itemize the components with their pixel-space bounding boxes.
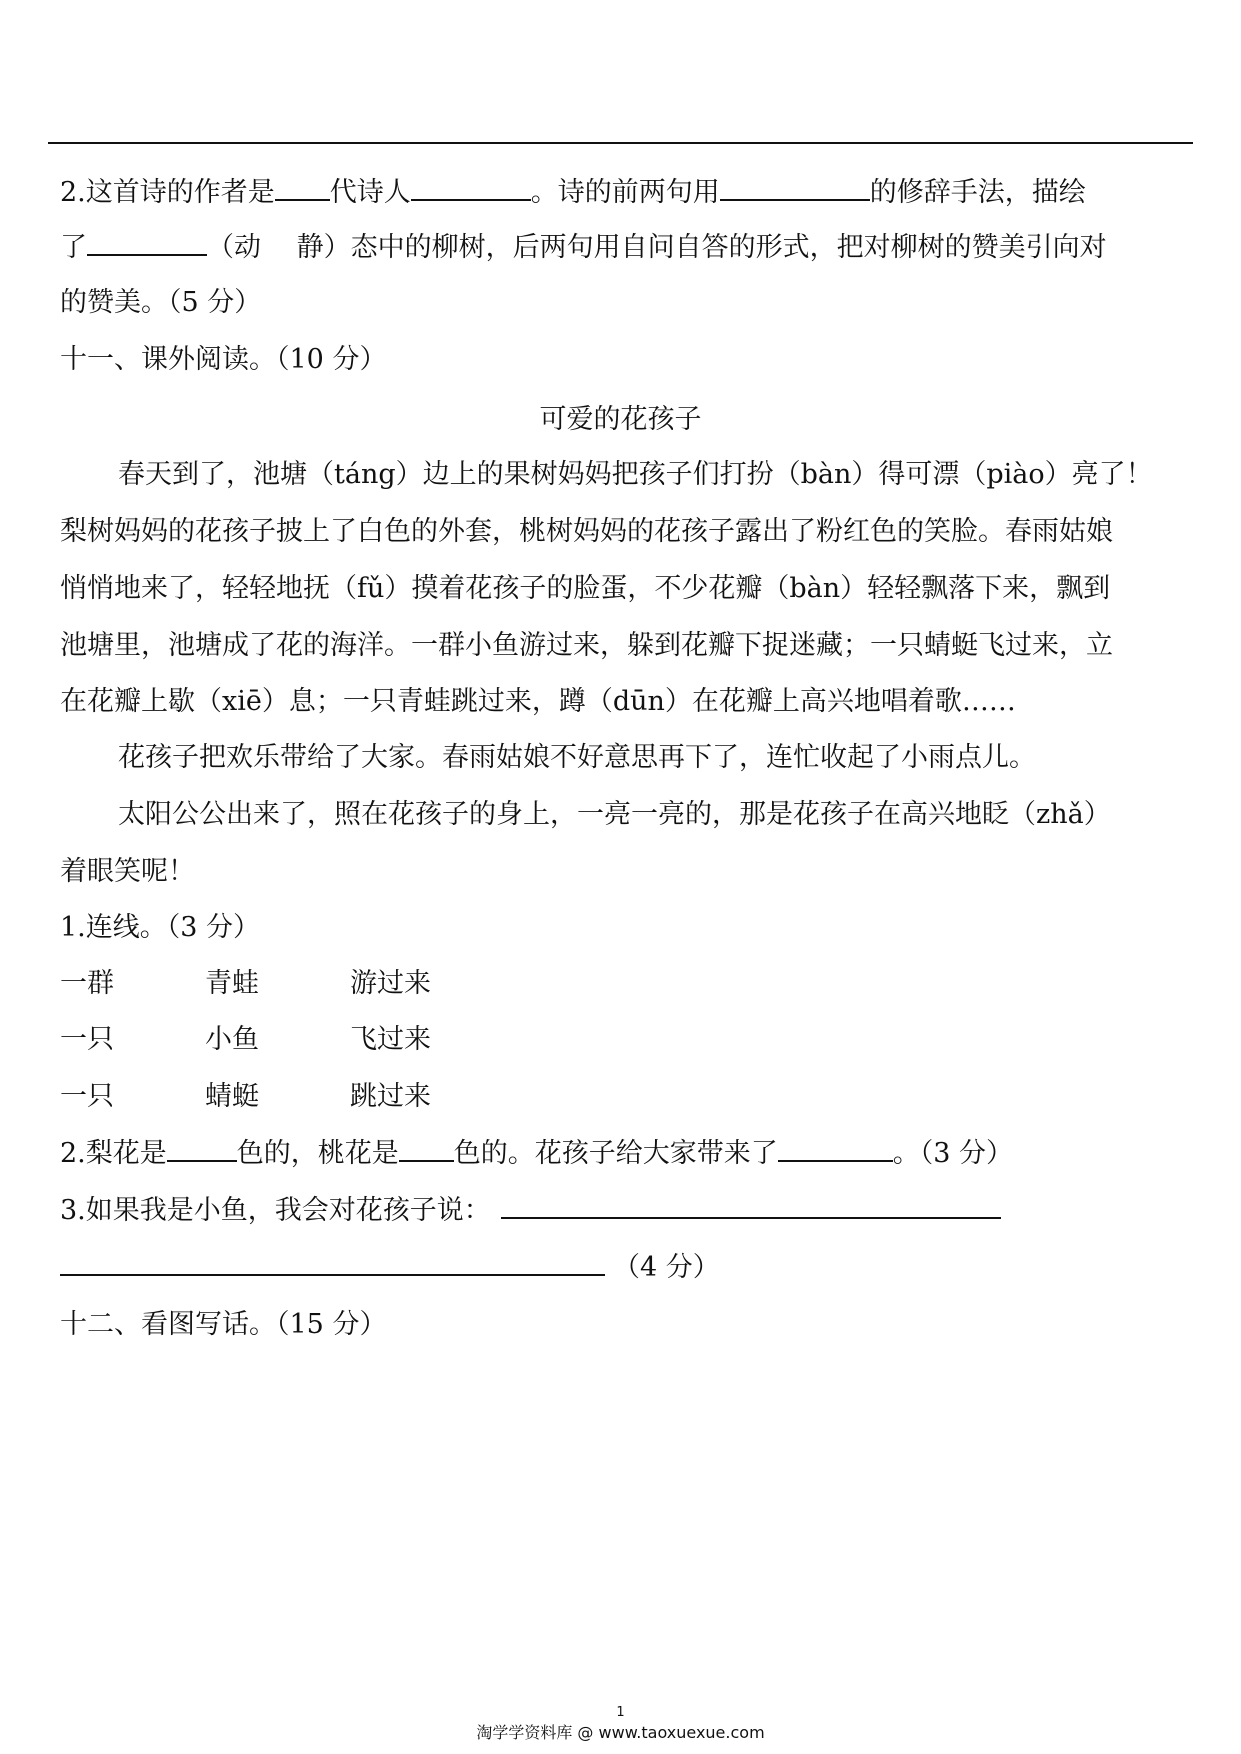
- blank-brought: [778, 1138, 893, 1162]
- poem-q2-line3: 的赞美。（5 分）: [60, 287, 262, 318]
- passage-line: 春天到了，池塘（táng）边上的果树妈妈把孩子们打扮（bàn）得可漂（piào）亮了！: [118, 459, 1153, 490]
- q3-line1: [60, 1191, 1001, 1231]
- q2-part-b: 色的，桃花是: [236, 1138, 399, 1169]
- match-right-item: 跳过来: [350, 1081, 431, 1112]
- q2-part-a: 2.梨花是: [60, 1138, 167, 1169]
- poem-q2-line1: [60, 173, 1086, 213]
- match-middle-item: 小鱼: [205, 1024, 259, 1055]
- match-middle-item: 蜻蜓: [205, 1081, 259, 1112]
- section-12-heading: 十二、看图写话。（15 分）: [60, 1309, 387, 1340]
- poem-q2-line2: [60, 228, 1107, 268]
- blank-dynasty: [275, 177, 330, 201]
- poem-q2-line2-rest: （动 静）态中的柳树，后两句用自问自答的形式，把对柳树的赞美引向对: [207, 232, 1107, 263]
- q3-line2: [60, 1248, 720, 1288]
- passage-line: 梨树妈妈的花孩子披上了白色的外套，桃树妈妈的花孩子露出了粉红色的笑脸。春雨姑娘: [60, 516, 1113, 547]
- match-right-item: 游过来: [350, 968, 431, 999]
- passage-line: 池塘里，池塘成了花的海洋。一群小鱼游过来，躲到花瓣下捉迷藏；一只蜻蜓飞过来，立: [60, 630, 1113, 661]
- q3-label: 3.如果我是小鱼，我会对花孩子说：: [60, 1195, 491, 1226]
- match-left-item: 一只: [60, 1024, 114, 1055]
- blank-answer-line1: [501, 1195, 1001, 1219]
- section-11-heading: 十一、课外阅读。（10 分）: [60, 344, 387, 375]
- blank-pear-color: [167, 1138, 237, 1162]
- poem-q2-end1: 的修辞手法，描绘: [869, 177, 1086, 208]
- passage-line: 花孩子把欢乐带给了大家。春雨姑娘不好意思再下了，连忙收起了小雨点儿。: [118, 742, 1036, 773]
- passage-line: 着眼笑呢！: [60, 856, 195, 887]
- match-left-item: 一群: [60, 968, 114, 999]
- blank-state: [87, 232, 207, 256]
- q1-label: 1.连线。（3 分）: [60, 912, 261, 943]
- blank-rhetoric: [720, 177, 870, 201]
- q2-line: [60, 1134, 1013, 1174]
- poem-q2-mid1: 代诗人: [329, 177, 411, 208]
- blank-answer-line2: [60, 1252, 605, 1276]
- blank-poet: [411, 177, 531, 201]
- q2-part-c: 色的。花孩子给大家带来了: [453, 1138, 778, 1169]
- match-right-item: 飞过来: [350, 1024, 431, 1055]
- passage-line: 在花瓣上歇（xiē）息；一只青蛙跳过来，蹲（dūn）在花瓣上高兴地唱着歌……: [60, 686, 1016, 717]
- q3-score: （4 分）: [613, 1252, 720, 1283]
- match-left-item: 一只: [60, 1081, 114, 1112]
- match-middle-item: 青蛙: [205, 968, 259, 999]
- passage-title: 可爱的花孩子: [539, 404, 702, 435]
- poem-q2-prefix: 2.这首诗的作者是: [60, 177, 275, 208]
- top-rule: [48, 142, 1193, 144]
- passage-line: 太阳公公出来了，照在花孩子的身上，一亮一亮的，那是花孩子在高兴地眨（zhǎ）: [118, 799, 1111, 830]
- poem-q2-mid2: 。诗的前两句用: [530, 177, 720, 208]
- page-number: 1: [616, 1705, 625, 1720]
- blank-peach-color: [399, 1138, 454, 1162]
- q2-part-d: 。（3 分）: [892, 1138, 1014, 1169]
- poem-q2-line2-start: 了: [60, 232, 87, 263]
- passage-line: 悄悄地来了，轻轻地抚（fǔ）摸着花孩子的脸蛋，不少花瓣（bàn）轻轻飘落下来，飘到: [60, 573, 1111, 604]
- footer-source: 淘学学资料库 @ www.taoxuexue.com: [476, 1723, 765, 1742]
